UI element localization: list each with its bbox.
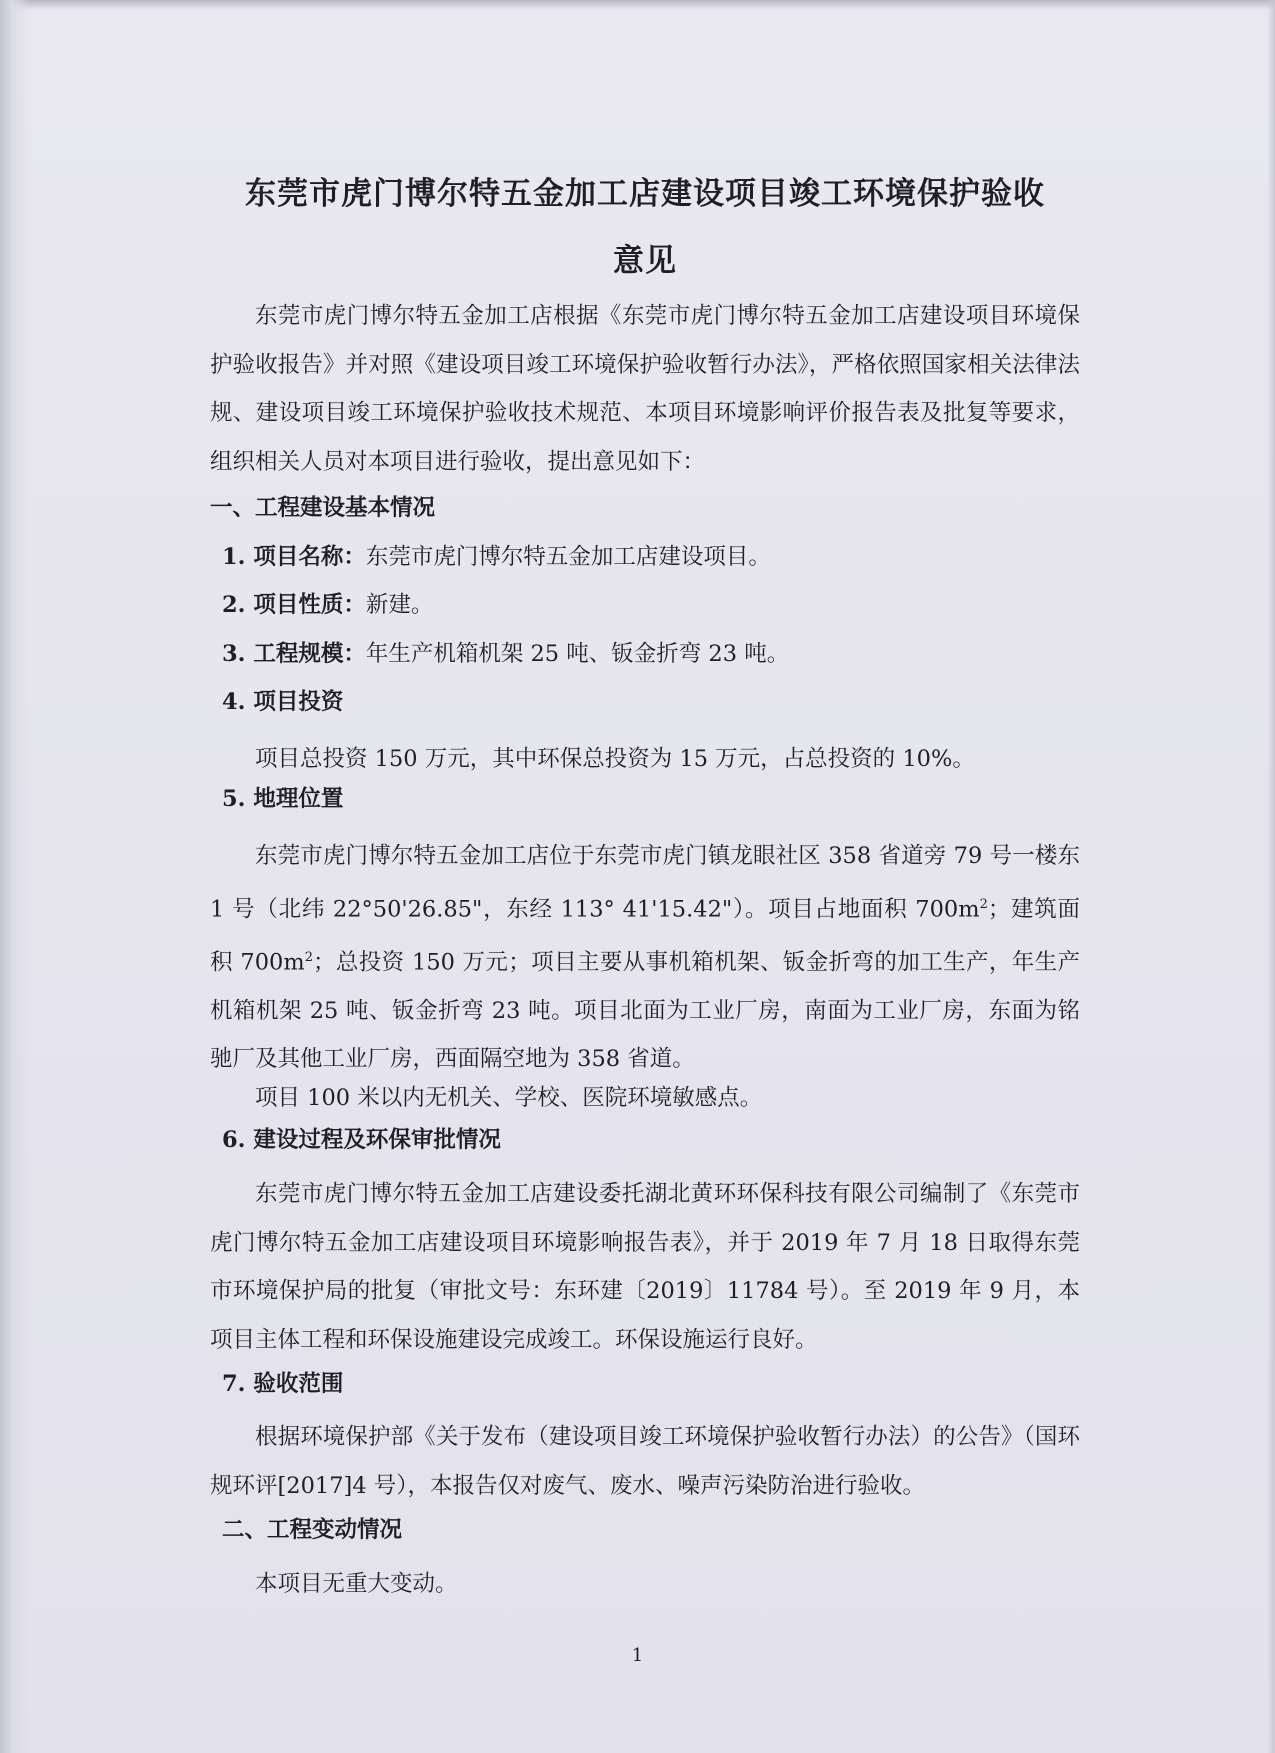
item1-text: 东莞市虎门博尔特五金加工店建设项目。 — [365, 544, 771, 570]
document-title-line1: 东莞市虎门博尔特五金加工店建设项目竣工环境保护验收 — [245, 176, 1045, 212]
item5-sensitive-points: 项目 100 米以内无机关、学校、医院环境敏感点。 — [255, 1085, 763, 1111]
section1-heading: 一、工程建设基本情况 — [210, 495, 436, 521]
item-project-nature — [222, 589, 433, 621]
item6-heading: 6. 建设过程及环保审批情况 — [222, 1127, 501, 1153]
item4-paragraph: 项目总投资 150 万元，其中环保总投资为 15 万元，占总投资的 10%。 — [255, 746, 975, 772]
item6-paragraph: 东莞市虎门博尔特五金加工店建设委托湖北黄环环保科技有限公司编制了《东莞市虎门博尔特五金加工店建设项目环境影响报告表》，并于 2019 年 7 月 18 日取得东莞市环境保护局的批复（审批文号：东环建〔2019〕11784 号）。至 2019 年 9 月，本项目主体工程和环保设施建设完成竣工。环保设施运行良好。 — [210, 1181, 1080, 1353]
item2-text: 新建。 — [365, 592, 434, 618]
intro-paragraph: 东莞市虎门博尔特五金加工店根据《东莞市虎门博尔特五金加工店建设项目环境保护验收报告》并对照《建设项目竣工环境保护验收暂行办法》，严格依照国家相关法律法规、建设项目竣工环境保护验收技术规范、本项目环境影响评价报告表及批复等要求，组织相关人员对本项目进行验收，提出意见如下： — [210, 303, 1080, 475]
section2-heading: 二、工程变动情况 — [222, 1517, 403, 1543]
item5-text-a: 东莞市虎门博尔特五金加工店位于东莞市虎门镇龙眼社区 358 省道旁 79 号一楼东 1 号（北纬 22°50'26.85"，东经 113° 41'15.42"）。项目占地面积 700m — [210, 843, 1080, 922]
page-number: 1 — [631, 1645, 644, 1666]
item2-label: 2. 项目性质： — [222, 592, 366, 618]
item7-paragraph: 根据环境保护部《关于发布（建设项目竣工环境保护验收暂行办法）的公告》（国环规环评[2017]4 号），本报告仅对废气、废水、噪声污染防治进行验收。 — [210, 1424, 1080, 1499]
item5-text-c: ；总投资 150 万元；项目主要从事机箱机架、钣金折弯的加工生产，年生产机箱机架 25 吨、钣金折弯 23 吨。项目北面为工业厂房，南面为工业厂房，东面为铭驰厂及其他工业厂房，西面隔空地为 358 省道。 — [210, 949, 1080, 1072]
item-project-name — [222, 541, 771, 573]
item1-label: 1. 项目名称： — [222, 544, 366, 570]
item5-heading: 5. 地理位置 — [222, 786, 344, 812]
item5-text-b: ；建筑面积 700m — [210, 896, 1080, 975]
item5-paragraph — [210, 832, 1080, 1084]
scan-edge-top — [0, 0, 1275, 10]
item5-superscript-1: 2 — [979, 896, 988, 912]
section2-paragraph: 本项目无重大变动。 — [255, 1571, 458, 1597]
scan-edge-right — [1267, 0, 1275, 1753]
item3-text: 年生产机箱机架 25 吨、钣金折弯 23 吨。 — [365, 641, 790, 667]
item3-label: 3. 工程规模： — [222, 641, 366, 667]
item-project-scale — [222, 638, 789, 670]
document-title-line2: 意见 — [613, 243, 677, 279]
scan-edge-left — [0, 0, 30, 1753]
item5-superscript-2: 2 — [304, 949, 313, 965]
item4-heading: 4. 项目投资 — [222, 689, 344, 715]
item7-heading: 7. 验收范围 — [222, 1371, 344, 1397]
